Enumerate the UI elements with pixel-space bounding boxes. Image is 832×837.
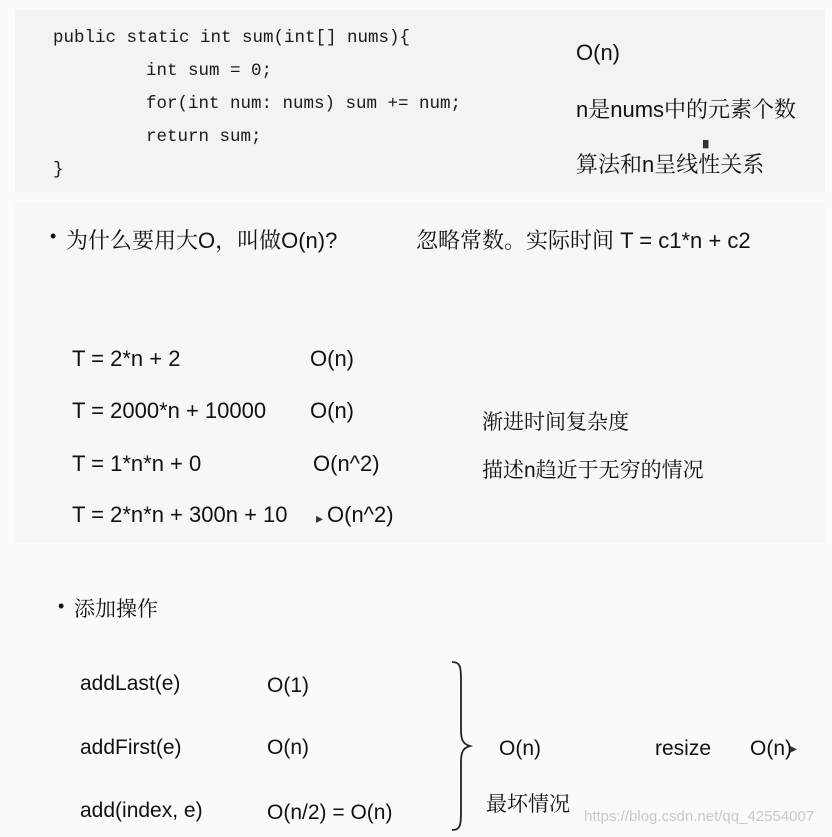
mouse-cursor-icon: ▘	[703, 140, 714, 156]
summary-order: O(n)	[499, 737, 541, 760]
example-formula: T = 1*n*n + 0	[72, 451, 202, 476]
mouse-cursor-icon: ▸	[316, 510, 324, 526]
example-formula: T = 2*n*n + 300n + 10	[72, 502, 288, 527]
complexity-note: n是nums中的元素个数	[576, 97, 797, 122]
resize-order: O(n)	[750, 737, 792, 760]
complexity-note: O(n)	[576, 40, 620, 65]
right-curly-brace-icon	[450, 660, 474, 832]
code-line: public static int sum(int[] nums){	[53, 28, 411, 48]
mouse-cursor-icon: ▸	[790, 740, 798, 756]
code-line: }	[53, 160, 64, 180]
add-section-title: 添加操作	[74, 598, 158, 621]
operation-name: addLast(e)	[80, 672, 181, 695]
bullet-dot-icon: •	[58, 596, 65, 616]
example-order: O(n^2)	[313, 451, 380, 476]
resize-label: resize	[655, 737, 712, 760]
why-answer: 忽略常数。实际时间 T = c1*n + c2	[416, 228, 751, 253]
example-order: O(n)	[310, 398, 354, 423]
operation-order: O(n)	[267, 736, 309, 759]
operation-name: add(index, e)	[80, 799, 203, 822]
bullet-dot-icon: •	[50, 226, 57, 246]
watermark-url: https://blog.csdn.net/qq_42554007	[584, 808, 815, 825]
asymptotic-note: 描述n趋近于无穷的情况	[482, 459, 704, 482]
operation-order: O(1)	[267, 674, 309, 697]
example-formula: T = 2*n + 2	[72, 346, 181, 371]
code-line: int sum = 0;	[146, 61, 273, 81]
example-order: O(n)	[310, 346, 354, 371]
asymptotic-note: 渐进时间复杂度	[482, 411, 629, 434]
why-question: 为什么要用大O，叫做O(n)?	[66, 228, 338, 253]
code-line: for(int num: nums) sum += num;	[146, 94, 462, 114]
worst-case-label: 最坏情况	[486, 793, 570, 816]
example-order: O(n^2)	[327, 502, 394, 527]
code-line: return sum;	[146, 127, 262, 147]
operation-name: addFirst(e)	[80, 736, 182, 759]
complexity-note: 算法和n呈线性关系	[576, 152, 765, 177]
example-formula: T = 2000*n + 10000	[72, 398, 267, 423]
operation-order: O(n/2) = O(n)	[267, 801, 393, 824]
